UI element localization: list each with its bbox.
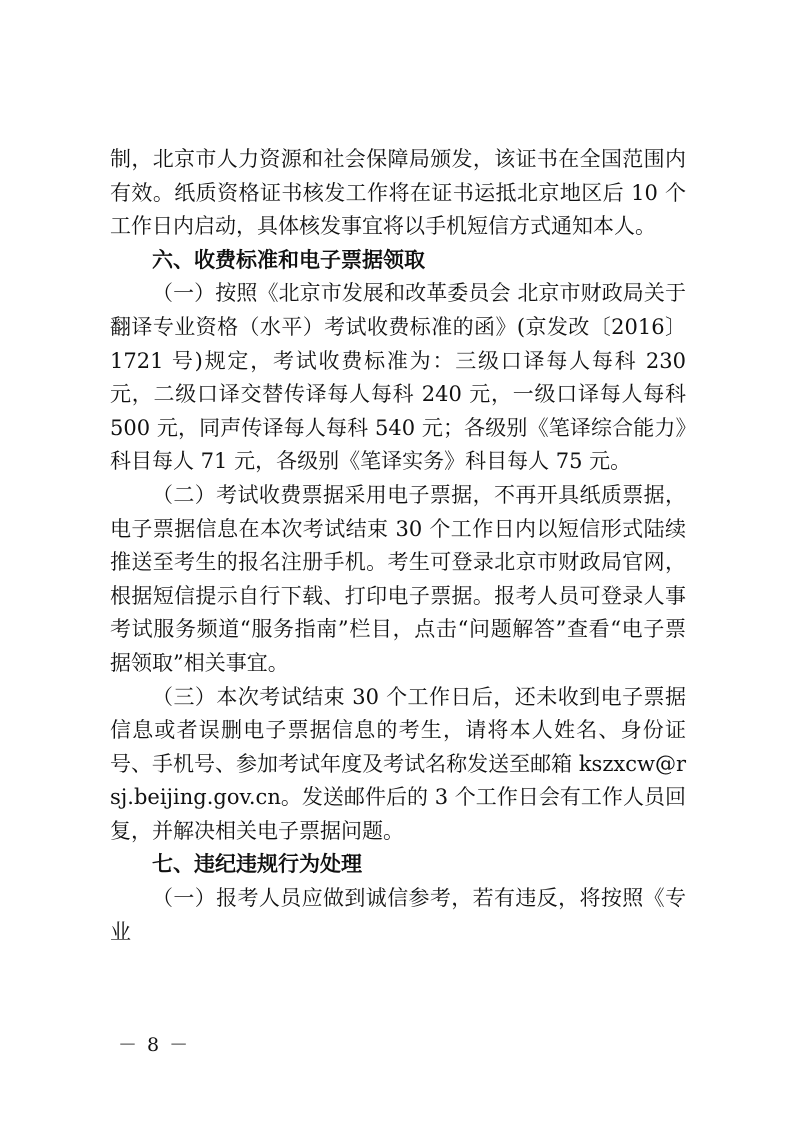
fees-paragraph-1: （一）按照《北京市发展和改革委员会 北京市财政局关于翻译专业资格（水平）考试收费标准的函》(京发改〔2016〕1721 号)规定，考试收费标准为：三级口译每人每科 230 元，二级口译交替传译每人每科 240 元，一级口译每人每科 500 元，同声传译每人每科 540 元；各级别《笔译综合能力》科目每人 71 元，各级别《笔译实务》科目每人 75 元。 xyxy=(110,281,686,474)
section-heading-fees: 六、收费标准和电子票据领取 xyxy=(152,247,425,272)
section-heading-violations: 七、违纪违规行为处理 xyxy=(152,852,362,877)
intro-paragraph: 制，北京市人力资源和社会保障局颁发，该证书在全国范围内有效。纸质资格证书核发工作将在证书运抵北京地区后 10 个工作日内启动，具体核发事宜将以手机短信方式通知本人。 xyxy=(110,147,686,239)
violations-paragraph-1: （一）报考人员应做到诚信参考，若有违反，将按照《专业 xyxy=(110,886,686,944)
fees-paragraph-2: （二）考试收费票据采用电子票据，不再开具纸质票据，电子票据信息在本次考试结束 30 个工作日内以短信形式陆续推送至考生的报名注册手机。考生可登录北京市财政局官网，根据短信提示自行下载、打印电子票据。报考人员可登录人事考试服务频道“服务指南”栏目，点击“问题解答”查看“电子票据领取”相关事宜。 xyxy=(110,482,686,675)
page-number: － 8 － xyxy=(118,1034,191,1056)
document-body xyxy=(110,143,686,949)
fees-paragraph-3: （三）本次考试结束 30 个工作日后，还未收到电子票据信息或者误删电子票据信息的考生，请将本人姓名、身份证号、手机号、参加考试年度及考试名称发送至邮箱 kszxcw@rsj.beijing.gov.cn。发送邮件后的 3 个工作日会有工作人员回复，并解决相关电子票据问题。 xyxy=(110,684,686,843)
